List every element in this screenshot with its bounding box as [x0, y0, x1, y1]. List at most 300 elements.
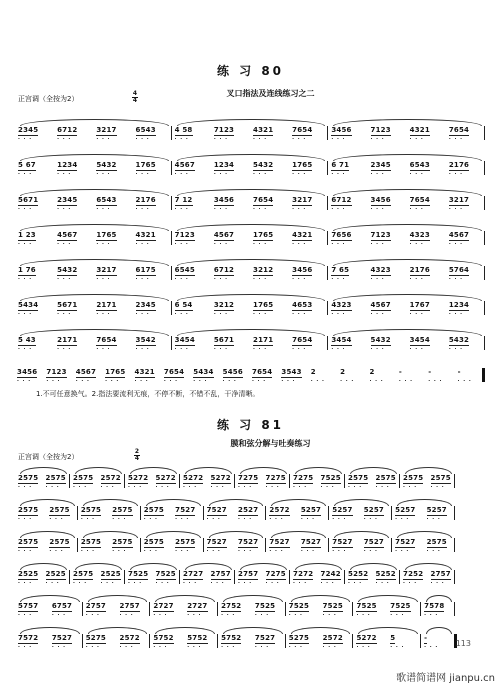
staff-row — [16, 161, 486, 177]
note-group: 3217 . . . — [96, 126, 116, 136]
note-group: 2345 . . . — [57, 196, 77, 206]
note-group: 5 43 . . . — [18, 336, 36, 346]
note-group: 7525 . . . — [390, 602, 410, 612]
slur — [75, 467, 122, 474]
note-group: 1765 . . . — [292, 161, 312, 171]
note-group: 5434 . . . — [193, 368, 213, 378]
note-group: 5764 . . . — [449, 266, 469, 276]
note-group: 3456 . . . — [17, 368, 37, 378]
note-group: 2572 . . . — [323, 634, 343, 644]
note-group: 2575 . . . — [112, 538, 132, 548]
note-group: 5272 . . . — [156, 474, 176, 484]
barline — [171, 336, 172, 350]
slur — [130, 467, 177, 474]
barline — [69, 570, 70, 584]
exercise-80-last-row — [16, 368, 486, 384]
note-group: 2572 . . . — [120, 634, 140, 644]
note-group: 2171 . . . — [96, 301, 116, 311]
note-group: 6757 . . . — [52, 602, 72, 612]
note-group: 5671 . . . — [18, 196, 38, 206]
note-group: 7654 . . . — [449, 126, 469, 136]
exercise-80-note: 1.不可任意换气。2.指法要流利无痕，不停不断，不错不乱，干净清晰。 — [36, 390, 260, 398]
slur — [291, 595, 351, 602]
note-group: 5272 . . . — [183, 474, 203, 484]
note-group: 5671 . . . — [57, 301, 77, 311]
note-group: 7275 . . . — [238, 474, 258, 484]
slur — [20, 154, 169, 161]
note-group: 7123 . . . — [46, 368, 66, 378]
note-group: 7527 . . . — [332, 538, 352, 548]
note-group: 7275 . . . — [266, 474, 286, 484]
note-group: 3212 . . . — [214, 301, 234, 311]
staff-row — [16, 634, 456, 650]
slur — [177, 294, 326, 301]
note-group: 6175 . . . — [136, 266, 156, 276]
note-group: - . . . — [428, 368, 431, 377]
note-group: 7527 . . . — [364, 538, 384, 548]
staff-row — [16, 506, 456, 522]
slur — [240, 563, 287, 570]
note-group: 5432 . . . — [96, 161, 116, 171]
exercise-80-key: 正宫调（全按为2） — [18, 95, 79, 103]
note-group: 7654 . . . — [253, 196, 273, 206]
slur — [177, 189, 326, 196]
slur — [88, 627, 148, 634]
note-group: 7252 . . . — [403, 570, 423, 580]
note-group: 2575 . . . — [81, 506, 101, 516]
barline — [234, 474, 235, 488]
note-group: 7654 . . . — [96, 336, 116, 346]
note-group: 5272 . . . — [211, 474, 231, 484]
barline — [82, 602, 83, 616]
staff-row — [16, 231, 486, 247]
note-group: 5671 . . . — [214, 336, 234, 346]
slur — [20, 224, 169, 231]
note-group: 6543 . . . — [410, 161, 430, 171]
slur — [88, 595, 148, 602]
barline — [140, 506, 141, 520]
note-group: 7525 . . . — [128, 570, 148, 580]
barline — [399, 474, 400, 488]
note-group: 3454 . . . — [410, 336, 430, 346]
slur — [177, 259, 326, 266]
note-group: - . . . — [458, 368, 461, 377]
slur — [426, 595, 452, 602]
note-group: 2345 . . . — [371, 161, 391, 171]
note-group: 7527 . . . — [207, 506, 227, 516]
note-group: 3454 . . . — [331, 336, 351, 346]
slur — [209, 531, 264, 538]
note-group: 2727 . . . — [153, 602, 173, 612]
note-group: 1234 . . . — [57, 161, 77, 171]
note-group: 1234 . . . — [449, 301, 469, 311]
barline — [289, 570, 290, 584]
slur — [334, 531, 389, 538]
note-group: 2575 . . . — [175, 538, 195, 548]
note-group: 1765 . . . — [253, 301, 273, 311]
note-group: 2575 . . . — [73, 570, 93, 580]
note-group: 4323 . . . — [331, 301, 351, 311]
note-group: 3456 . . . — [371, 196, 391, 206]
note-group: 6543 . . . — [96, 196, 116, 206]
note-group: 7123 . . . — [371, 231, 391, 241]
note-group: 2727 . . . — [183, 570, 203, 580]
note-group: 2757 . . . — [431, 570, 451, 580]
note-group: 7525 . . . — [323, 602, 343, 612]
note-group: 2572 . . . — [269, 506, 289, 516]
slur — [295, 563, 342, 570]
slur — [295, 467, 342, 474]
barline — [234, 570, 235, 584]
barline — [265, 506, 266, 520]
barline — [327, 126, 328, 140]
note-group: 1234 . . . — [214, 161, 234, 171]
slur — [350, 467, 397, 474]
note-group: 2752 . . . — [221, 602, 241, 612]
slur — [397, 531, 452, 538]
barline — [391, 506, 392, 520]
note-group: 2345 . . . — [136, 301, 156, 311]
note-group: 2575 . . . — [348, 474, 368, 484]
note-group: - . . . — [399, 368, 402, 377]
note-group: - . . . — [424, 634, 427, 644]
barline — [454, 506, 455, 520]
barline — [391, 538, 392, 552]
note-group: 4567 . . . — [57, 231, 77, 241]
note-group: 2757 . . . — [238, 570, 258, 580]
note-group: 5434 . . . — [18, 301, 38, 311]
note-group: 5 67 . . . — [18, 161, 36, 171]
exercise-80-title: 练 习 80 — [216, 64, 285, 78]
note-group: 2527 . . . — [238, 506, 258, 516]
note-group: 2575 . . . — [376, 474, 396, 484]
note-group: 5272 . . . — [128, 474, 148, 484]
note-group: 5275 . . . — [86, 634, 106, 644]
note-group: 4321 . . . — [135, 368, 155, 378]
note-group: 4567 . . . — [175, 161, 195, 171]
slur — [271, 499, 326, 506]
note-group: 2171 . . . — [57, 336, 77, 346]
note-group: 5432 . . . — [449, 336, 469, 346]
note-group: 4321 . . . — [292, 231, 312, 241]
slur — [405, 563, 452, 570]
slur — [130, 563, 177, 570]
slur — [20, 467, 67, 474]
slur — [240, 467, 287, 474]
staff-row — [16, 196, 486, 212]
note-group: 5752 . . . — [153, 634, 173, 644]
note-group: 7527 . . . — [207, 538, 227, 548]
note-group: 7654 . . . — [164, 368, 184, 378]
staff-row — [16, 126, 486, 142]
note-group: 2572 . . . — [101, 474, 121, 484]
slur — [20, 329, 169, 336]
barline — [217, 634, 218, 648]
note-group: 5275 . . . — [289, 634, 309, 644]
barline — [344, 570, 345, 584]
slur — [20, 627, 80, 634]
note-group: 2575 . . . — [73, 474, 93, 484]
barline — [289, 474, 290, 488]
time-bottom: 4 — [134, 455, 140, 462]
time-top: 2 — [134, 448, 140, 455]
barline — [171, 161, 172, 175]
note-group: 2575 . . . — [18, 538, 38, 548]
slur — [334, 499, 389, 506]
note-group: 7656 . . . — [331, 231, 351, 241]
slur — [426, 627, 452, 634]
staff-row — [16, 301, 486, 317]
slur — [333, 119, 482, 126]
note-group: 2575 . . . — [144, 538, 164, 548]
note-group: 7527 . . . — [269, 538, 289, 548]
slur — [20, 259, 169, 266]
note-group: 3543 . . . — [281, 368, 301, 378]
slur — [358, 627, 418, 634]
note-group: 4321 . . . — [410, 126, 430, 136]
note-group: 6 71 . . . — [331, 161, 349, 171]
barline — [124, 570, 125, 584]
barline — [454, 474, 455, 488]
note-group: 1 23 . . . — [18, 231, 36, 241]
barline — [171, 196, 172, 210]
barline — [171, 126, 172, 140]
barline — [124, 474, 125, 488]
barline — [265, 538, 266, 552]
barline — [217, 602, 218, 616]
slur — [333, 189, 482, 196]
slur — [333, 259, 482, 266]
barline — [149, 634, 150, 648]
slur — [333, 329, 482, 336]
barline — [327, 266, 328, 280]
note-group: 5257 . . . — [301, 506, 321, 516]
watermark: 歌谱简谱网 jianpu.cn — [396, 673, 495, 684]
note-group: 7527 . . . — [255, 634, 275, 644]
note-group: 2575 . . . — [49, 538, 69, 548]
note-group: 3456 . . . — [331, 126, 351, 136]
note-group: 5257 . . . — [364, 506, 384, 516]
note-group: 5257 . . . — [332, 506, 352, 516]
barline — [484, 196, 485, 210]
slur — [177, 329, 326, 336]
barline — [352, 602, 353, 616]
barline — [327, 336, 328, 350]
staff-row — [16, 336, 486, 352]
slur — [75, 563, 122, 570]
note-group: 2575 . . . — [18, 474, 38, 484]
note-group: 2575 . . . — [427, 538, 447, 548]
note-group: 7527 . . . — [52, 634, 72, 644]
note-group: 7 12 . . . — [175, 196, 193, 206]
note-group: 3456 . . . — [292, 266, 312, 276]
note-group: 3212 . . . — [253, 266, 273, 276]
note-group: 2525 . . . — [18, 570, 38, 580]
note-group: 7275 . . . — [293, 474, 313, 484]
note-group: 4323 . . . — [371, 266, 391, 276]
barline — [484, 336, 485, 350]
note-group: 7527 . . . — [395, 538, 415, 548]
barline — [171, 301, 172, 315]
note-group: 1765 . . . — [96, 231, 116, 241]
slur — [397, 499, 452, 506]
note-group: 7525 . . . — [289, 602, 309, 612]
slur — [185, 467, 232, 474]
note-group: 2575 . . . — [144, 506, 164, 516]
barline — [484, 266, 485, 280]
note-group: 2575 . . . — [112, 506, 132, 516]
barline — [77, 506, 78, 520]
staff-row — [16, 538, 456, 554]
note-group: 5432 . . . — [371, 336, 391, 346]
note-group: 7525 . . . — [255, 602, 275, 612]
staff-row — [16, 474, 456, 490]
slur — [20, 563, 67, 570]
barline — [328, 538, 329, 552]
note-group: 2575 . . . — [46, 474, 66, 484]
note-group: 5252 . . . — [376, 570, 396, 580]
slur — [20, 119, 169, 126]
note-group: 4653 . . . — [292, 301, 312, 311]
note-group: 6712 . . . — [214, 266, 234, 276]
note-group: 2575 . . . — [81, 538, 101, 548]
note-group: 5257 . . . — [395, 506, 415, 516]
note-group: 7654 . . . — [292, 126, 312, 136]
barline — [77, 538, 78, 552]
note-group: 7123 . . . — [371, 126, 391, 136]
slur — [223, 595, 283, 602]
slur — [291, 627, 351, 634]
barline — [484, 231, 485, 245]
note-group: 4323 . . . — [410, 231, 430, 241]
barline — [203, 538, 204, 552]
slur — [146, 531, 201, 538]
slur — [185, 563, 232, 570]
slur — [155, 595, 215, 602]
slur — [177, 119, 326, 126]
note-group: 1765 . . . — [253, 231, 273, 241]
note-group: 5757 . . . — [18, 602, 38, 612]
note-group: 2176 . . . — [449, 161, 469, 171]
slur — [350, 563, 397, 570]
note-group: 2757 . . . — [120, 602, 140, 612]
note-group: 4321 . . . — [253, 126, 273, 136]
note-group: 2575 . . . — [431, 474, 451, 484]
slur — [20, 189, 169, 196]
barline — [484, 161, 485, 175]
barline — [179, 570, 180, 584]
note-group: 7525 . . . — [156, 570, 176, 580]
barline — [420, 602, 421, 616]
note-group: 2575 . . . — [403, 474, 423, 484]
note-group: 7272 . . . — [293, 570, 313, 580]
note-group: 2 . . . — [370, 368, 375, 377]
note-group: 6545 . . . — [175, 266, 195, 276]
note-group: 3217 . . . — [449, 196, 469, 206]
note-group: 7275 . . . — [266, 570, 286, 580]
staff-row — [16, 266, 486, 282]
time-bottom: 4 — [132, 97, 138, 104]
barline — [344, 474, 345, 488]
barline — [327, 301, 328, 315]
note-group: 7525 . . . — [321, 474, 341, 484]
note-group: 7654 . . . — [410, 196, 430, 206]
note-group: 4567 . . . — [449, 231, 469, 241]
note-group: 5752 . . . — [221, 634, 241, 644]
slur — [358, 595, 418, 602]
note-group: 2757 . . . — [211, 570, 231, 580]
note-group: 7123 . . . — [175, 231, 195, 241]
note-group: 1765 . . . — [136, 161, 156, 171]
slur — [20, 595, 80, 602]
note-group: 2525 . . . — [46, 570, 66, 580]
note-group: 2176 . . . — [410, 266, 430, 276]
barline — [171, 266, 172, 280]
slur — [405, 467, 452, 474]
note-group: 2 . . . — [340, 368, 345, 377]
slur — [271, 531, 326, 538]
barline — [327, 231, 328, 245]
note-group: 5432 . . . — [253, 161, 273, 171]
barline — [454, 538, 455, 552]
note-group: 4567 . . . — [214, 231, 234, 241]
slur — [20, 294, 169, 301]
note-group: 5 . . . — [390, 634, 395, 644]
slur — [155, 627, 215, 634]
barline — [171, 231, 172, 245]
note-group: 6712 . . . — [57, 126, 77, 136]
note-group: 7578 . . . — [424, 602, 444, 612]
barline — [454, 602, 455, 616]
note-group: 6 54 . . . — [175, 301, 193, 311]
note-group: 5272 . . . — [356, 634, 376, 644]
note-group: 2727 . . . — [187, 602, 207, 612]
slur — [223, 627, 283, 634]
staff-row — [16, 570, 456, 586]
note-group: 3542 . . . — [136, 336, 156, 346]
time-top: 4 — [132, 90, 138, 97]
slur — [333, 294, 482, 301]
note-group: 4 58 . . . — [175, 126, 193, 136]
note-group: 2176 . . . — [136, 196, 156, 206]
barline — [149, 602, 150, 616]
note-group: 4567 . . . — [371, 301, 391, 311]
note-group: 5456 . . . — [223, 368, 243, 378]
slur — [333, 154, 482, 161]
note-group: 7123 . . . — [214, 126, 234, 136]
final-barline — [482, 368, 485, 382]
note-group: 2 . . . — [311, 368, 316, 377]
barline — [399, 570, 400, 584]
note-group: 7654 . . . — [292, 336, 312, 346]
barline — [82, 634, 83, 648]
barline — [484, 301, 485, 315]
note-group: 3454 . . . — [175, 336, 195, 346]
slur — [146, 499, 201, 506]
barline — [327, 196, 328, 210]
note-group: 1767 . . . — [410, 301, 430, 311]
barline — [484, 126, 485, 140]
exercise-81-key: 正宫调（全按为2） — [18, 453, 79, 461]
note-group: 7527 . . . — [301, 538, 321, 548]
barline — [69, 474, 70, 488]
slur — [177, 224, 326, 231]
barline — [328, 506, 329, 520]
note-group: 6543 . . . — [136, 126, 156, 136]
note-group: 3217 . . . — [96, 266, 116, 276]
note-group: 7527 . . . — [175, 506, 195, 516]
slur — [209, 499, 264, 506]
